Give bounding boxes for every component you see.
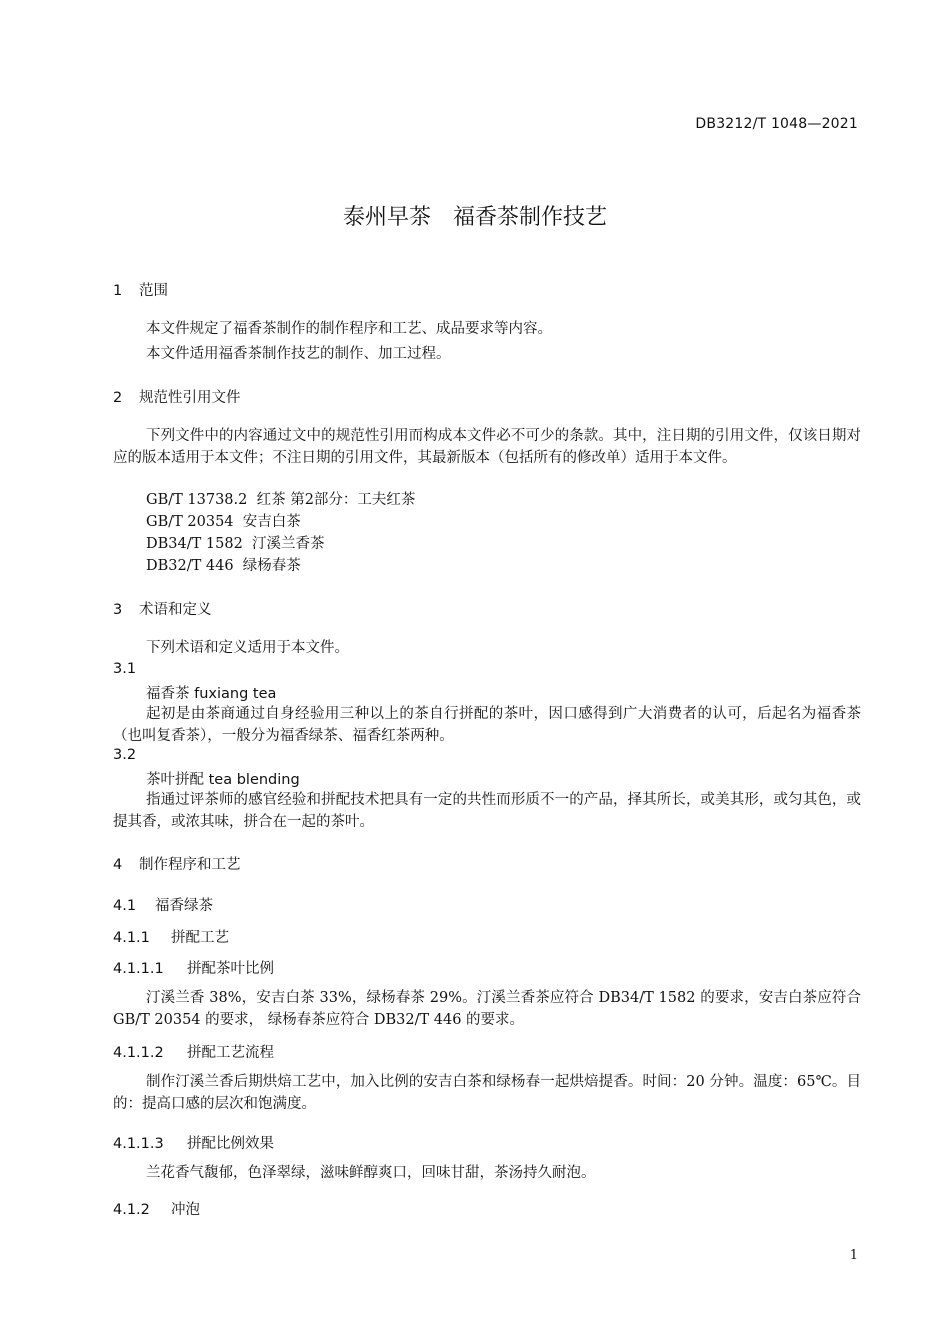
section-heading-3 [113, 598, 861, 619]
subsection-number: 4.1.1.3 [113, 1136, 164, 1152]
subsection-heading [113, 926, 861, 947]
subsection-heading [113, 1132, 861, 1153]
subsection-number: 4.1.2 [113, 1202, 150, 1218]
term-definition: 起初是由茶商通过自身经验用三种以上的茶自行拼配的茶叶，因口感得到广大消费者的认可，后起名为福香茶（也叫复香茶），一般分为福香绿茶、福香红茶两种。 [113, 706, 861, 744]
subsection-heading [113, 1198, 861, 1219]
paragraph: 本文件适用福香茶制作技艺的制作、加工过程。 [146, 346, 451, 362]
section-heading-1 [113, 279, 861, 300]
subsection-number: 4.1.1.2 [113, 1045, 164, 1061]
subsection-heading [113, 957, 861, 978]
reference-item: GB/T 13738.2 红茶 第2部分：工夫红茶 [146, 492, 416, 508]
paragraph: 下列术语和定义适用于本文件。 [146, 640, 349, 656]
section-number: 1 [113, 283, 123, 299]
page-title: 泰州早茶 福香茶制作技艺 [342, 205, 607, 230]
subsection-title: 拼配工艺 [171, 930, 229, 946]
subsection-title: 冲泡 [171, 1202, 200, 1218]
reference-item: GB/T 20354 安吉白茶 [146, 514, 301, 530]
reference-item: DB34/T 1582 汀溪兰香茶 [146, 536, 325, 552]
subsection-title: 拼配比例效果 [187, 1136, 274, 1152]
section-number: 4 [113, 857, 123, 873]
reference-item: DB32/T 446 绿杨春茶 [146, 558, 301, 574]
paragraph: 兰花香气馥郁，色泽翠绿，滋味鲜醇爽口，回味甘甜，茶汤持久耐泡。 [146, 1165, 596, 1181]
term-number: 3.2 [113, 747, 137, 763]
subsection-heading [113, 894, 861, 915]
section-title: 范围 [139, 283, 168, 299]
term-number: 3.1 [113, 661, 137, 677]
section-number: 2 [113, 390, 123, 406]
subsection-heading [113, 1041, 861, 1062]
subsection-title: 福香绿茶 [155, 898, 213, 914]
subsection-number: 4.1 [113, 898, 137, 914]
term-title: 福香茶 fuxiang tea [146, 686, 277, 702]
subsection-number: 4.1.1.1 [113, 961, 164, 977]
page-number: 1 [849, 1248, 858, 1263]
paragraph: 本文件规定了福香茶制作的制作程序和工艺、成品要求等内容。 [146, 321, 552, 337]
subsection-title: 拼配茶叶比例 [187, 961, 274, 977]
section-title: 规范性引用文件 [139, 390, 241, 406]
section-title: 术语和定义 [139, 602, 212, 618]
section-heading-4 [113, 853, 861, 874]
subsection-title: 拼配工艺流程 [187, 1045, 274, 1061]
section-title: 制作程序和工艺 [139, 857, 241, 873]
paragraph: 汀溪兰香 38%，安吉白茶 33%，绿杨春茶 29%。汀溪兰香茶应符合 DB34/T 1582 的要求，安吉白茶应符合 GB/T 20354 的要求， 绿杨春茶应符合 DB32/T 446 的要求。 [113, 990, 861, 1028]
term-definition: 指通过评茶师的感官经验和拼配技术把具有一定的共性而形质不一的产品，择其所长，或美其形，或匀其色，或提其香，或浓其味，拼合在一起的茶叶。 [113, 792, 861, 830]
section-number: 3 [113, 602, 123, 618]
subsection-number: 4.1.1 [113, 930, 150, 946]
document-number: DB3212/T 1048—2021 [695, 116, 858, 132]
term-title: 茶叶拼配 tea blending [146, 772, 300, 788]
paragraph: 制作汀溪兰香后期烘焙工艺中，加入比例的安吉白茶和绿杨春一起烘焙提香。时间：20 分钟。温度：65℃。目的：提高口感的层次和饱满度。 [113, 1074, 861, 1112]
paragraph: 下列文件中的内容通过文中的规范性引用而构成本文件必不可少的条款。其中，注日期的引用文件，仅该日期对应的版本适用于本文件；不注日期的引用文件，其最新版本（包括所有的修改单）适用于本文件。 [113, 428, 861, 466]
section-heading-2 [113, 386, 861, 407]
